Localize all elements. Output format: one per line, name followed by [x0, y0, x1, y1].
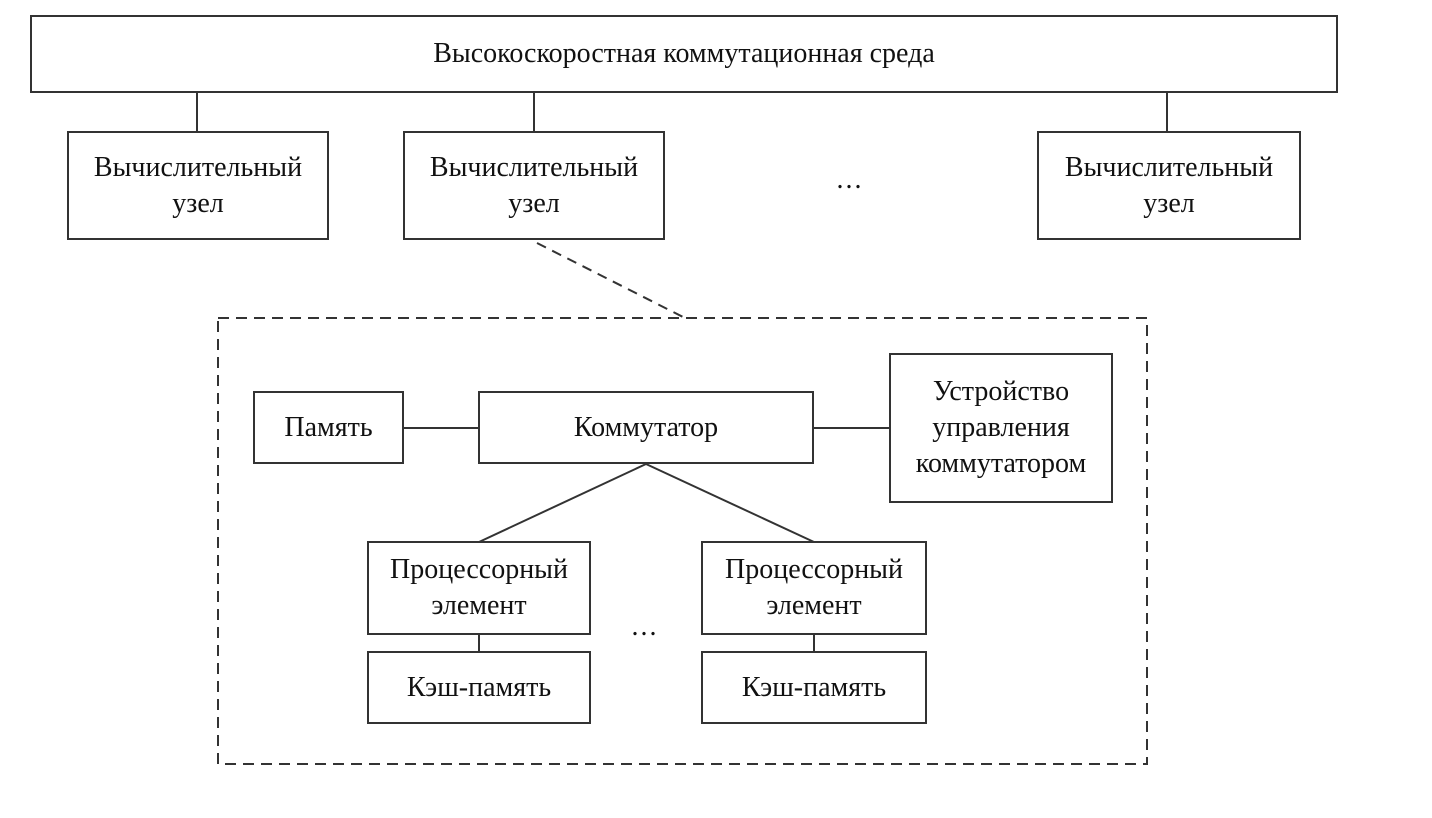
memory-label: Память [284, 411, 373, 443]
cache-memory-label-1: Кэш-память [406, 671, 552, 703]
switching-fabric-label: Высокоскоростная коммутационная среда [433, 38, 935, 69]
processor-elements-ellipsis-text: ... [631, 611, 659, 642]
processor-elements-ellipsis [610, 605, 680, 649]
compute-node-label-2: Вычислительный узел [429, 151, 639, 219]
compute-node-box-2 [403, 131, 665, 240]
link-switch-processor-1 [479, 464, 646, 542]
switch-box [478, 391, 814, 464]
switching-fabric-box [30, 15, 1338, 93]
compute-node-box-1 [67, 131, 329, 240]
compute-node-box-3 [1037, 131, 1301, 240]
cache-memory-box-1 [367, 651, 591, 724]
compute-nodes-ellipsis-text: ... [836, 164, 864, 195]
switch-controller-box [889, 353, 1113, 503]
cache-memory-box-2 [701, 651, 927, 724]
memory-box [253, 391, 404, 464]
processor-element-label-2: Процессорный элемент [725, 554, 903, 621]
switch-controller-label: Устройство управления коммутатором [915, 376, 1087, 479]
cache-memory-label-2: Кэш-память [741, 671, 887, 703]
switch-label: Коммутатор [573, 411, 719, 443]
compute-nodes-ellipsis [815, 158, 885, 202]
processor-element-label-1: Процессорный элемент [390, 554, 568, 621]
compute-node-label-1: Вычислительный узел [93, 151, 303, 219]
processor-element-box-2 [701, 541, 927, 635]
callout-dashed-line [537, 243, 683, 317]
link-switch-processor-2 [646, 464, 814, 542]
compute-node-label-3: Вычислительный узел [1064, 151, 1274, 219]
processor-element-box-1 [367, 541, 591, 635]
